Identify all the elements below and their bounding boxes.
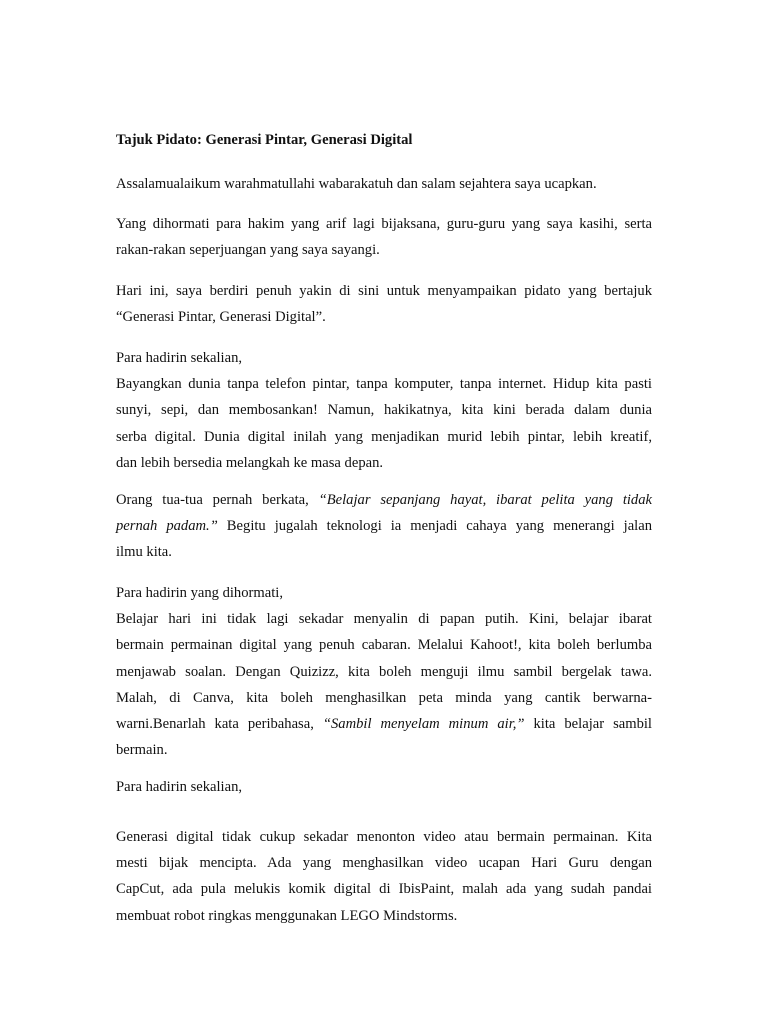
paragraph-line: serba digital. Dunia digital inilah yang menjadikan murid lebih pintar, lebih kreatif, xyxy=(116,428,652,445)
quote-intro-text: Orang tua-tua pernah berkata, xyxy=(116,492,319,508)
paragraph-line: “Generasi Pintar, Generasi Digital”. xyxy=(116,309,326,326)
quote-italic-text: pernah padam.” xyxy=(116,518,218,535)
paragraph-line: Para hadirin sekalian, xyxy=(116,779,243,795)
paragraph-line: Belajar hari ini tidak lagi sekadar menyalin di papan putih. Kini, belajar ibarat xyxy=(116,611,652,628)
proverb-italic-text: “Sambil menyelam minum air,” xyxy=(322,716,525,733)
respect-paragraph xyxy=(116,211,652,263)
quote-paragraph xyxy=(116,487,652,566)
paragraph-line xyxy=(116,711,652,737)
paragraph-line: ilmu kita. xyxy=(116,544,172,561)
paragraph-line xyxy=(116,513,652,539)
quote-italic-text: “Belajar sepanjang hayat, ibarat pelita yang tidak xyxy=(318,492,652,508)
paragraph-line: rakan-rakan seperjuangan yang saya sayangi. xyxy=(116,242,380,259)
paragraph-line xyxy=(116,487,652,513)
greeting-paragraph xyxy=(116,171,652,197)
paragraph-line: Para hadirin yang dihormati, xyxy=(116,585,283,601)
audience-paragraph-3 xyxy=(116,774,652,800)
paragraph-line: membuat robot ringkas menggunakan LEGO Mindstorms. xyxy=(116,907,458,924)
paragraph-line: CapCut, ada pula melukis komik digital di IbisPaint, malah ada yang sudah pandai xyxy=(116,881,652,898)
audience-paragraph-2 xyxy=(116,580,652,763)
paragraph-line: Yang dihormati para hakim yang arif lagi bijaksana, guru-guru yang saya kasihi, serta xyxy=(116,216,652,232)
paragraph-line: bermain permainan digital yang penuh cabaran. Melalui Kahoot!, kita boleh berlumba xyxy=(116,637,652,654)
audience-paragraph-1 xyxy=(116,345,652,476)
paragraph-line: Bayangkan dunia tanpa telefon pintar, tanpa komputer, tanpa internet. Hidup kita pasti xyxy=(116,376,652,393)
intro-paragraph xyxy=(116,278,652,330)
speech-title: Tajuk Pidato: Generasi Pintar, Generasi Digital xyxy=(116,132,413,148)
quote-follow-text: Begitu jugalah teknologi ia menjadi cahaya yang menerangi jalan xyxy=(217,518,653,535)
paragraph-line: dan lebih bersedia melangkah ke masa depan. xyxy=(116,454,384,471)
paragraph-line: bermain. xyxy=(116,742,168,759)
paragraph-line: sunyi, sepi, dan membosankan! Namun, hakikatnya, kita kini berada dalam dunia xyxy=(116,402,652,419)
paragraph-line: Generasi digital tidak cukup sekadar menonton video atau bermain permainan. Kita xyxy=(116,829,652,845)
proverb-tail-text: kita belajar sambil xyxy=(524,716,652,733)
paragraph-line: Malah, di Canva, kita boleh menghasilkan peta minda yang cantik berwarna- xyxy=(116,689,652,706)
proverb-intro-text: warni.Benarlah kata peribahasa, xyxy=(116,716,323,733)
paragraph-line: menjawab soalan. Dengan Quizizz, kita boleh menguji ilmu sambil bergelak tawa. xyxy=(116,663,652,680)
paragraph-line: mesti bijak mencipta. Ada yang menghasilkan video ucapan Hari Guru dengan xyxy=(116,855,652,872)
greeting-line: Assalamualaikum warahmatullahi wabarakatuh dan salam sejahtera saya ucapkan. xyxy=(116,176,597,192)
paragraph-line: Hari ini, saya berdiri penuh yakin di sini untuk menyampaikan pidato yang bertajuk xyxy=(116,283,652,299)
paragraph-line: Para hadirin sekalian, xyxy=(116,350,243,366)
generation-paragraph xyxy=(116,824,652,929)
